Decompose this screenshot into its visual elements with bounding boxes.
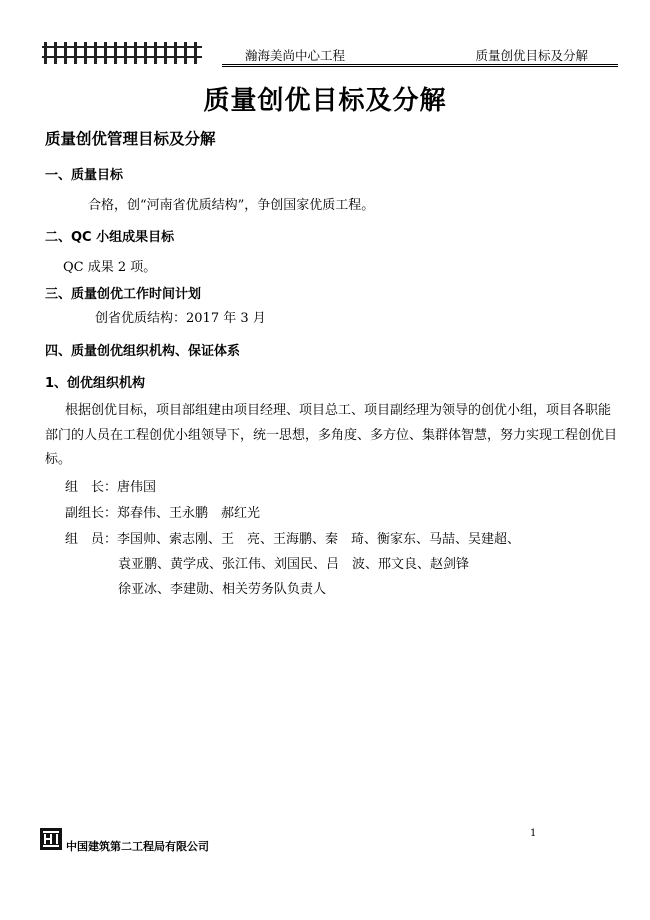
deputy-row bbox=[65, 502, 260, 521]
deputy-names: 郑春伟、王永鹏 郝红光 bbox=[117, 506, 261, 521]
page-subtitle: 质量创优管理目标及分解 bbox=[45, 130, 216, 148]
section-1-text: 合格，创“河南省优质结构”，争创国家优质工程。 bbox=[88, 198, 375, 213]
header-document-name: 质量创优目标及分解 bbox=[475, 48, 588, 63]
leader-row bbox=[65, 476, 156, 495]
header-divider bbox=[222, 64, 618, 65]
members-row bbox=[65, 528, 520, 547]
section-4-paragraph: 根据创优目标，项目部组建由项目经理、项目总工、项目副经理为领导的创优小组，项目各职能部门的人员在工程创优小组领导下，统一思想，多角度、多方位、集群体智慧，努力实现工程创优目标。 bbox=[45, 403, 618, 467]
page-number: 1 bbox=[530, 828, 537, 839]
header-project-name: 瀚海美尚中心工程 bbox=[245, 48, 346, 63]
deputy-label: 副组长： bbox=[65, 506, 118, 521]
section-1-heading: 一、质量目标 bbox=[45, 168, 124, 183]
section-4-heading: 四、质量创优组织机构、保证体系 bbox=[45, 344, 241, 359]
members-line-2: 袁亚鹏、黄学成、张江伟、刘国民、吕 波、邢文良、赵剑锋 bbox=[118, 557, 470, 572]
section-4-subheading: 1、创优组织机构 bbox=[45, 376, 146, 391]
header-divider-secondary bbox=[222, 66, 618, 67]
section-2-heading: 二、QC 小组成果目标 bbox=[45, 230, 175, 245]
footer-company-name: 中国建筑第二工程局有限公司 bbox=[66, 840, 209, 853]
header-logo-pattern-icon bbox=[42, 42, 202, 64]
members-line-3: 徐亚冰、李建勋、相关劳务队负责人 bbox=[118, 582, 327, 597]
members-label: 组 员： bbox=[65, 532, 118, 547]
section-2-text: QC 成果 2 项。 bbox=[63, 260, 157, 275]
section-3-heading: 三、质量创优工作时间计划 bbox=[45, 287, 202, 302]
leader-label: 组 长： bbox=[65, 480, 118, 495]
members-line-1: 李国帅、索志刚、王 亮、王海鹏、秦 琦、衡家东、马喆、吴建超、 bbox=[117, 532, 521, 547]
page-header bbox=[42, 40, 618, 66]
page-title: 质量创优目标及分解 bbox=[203, 86, 447, 116]
section-3-text: 创省优质结构：2017 年 3 月 bbox=[95, 311, 266, 326]
company-logo-icon bbox=[40, 828, 62, 850]
leader-name: 唐伟国 bbox=[117, 480, 157, 495]
